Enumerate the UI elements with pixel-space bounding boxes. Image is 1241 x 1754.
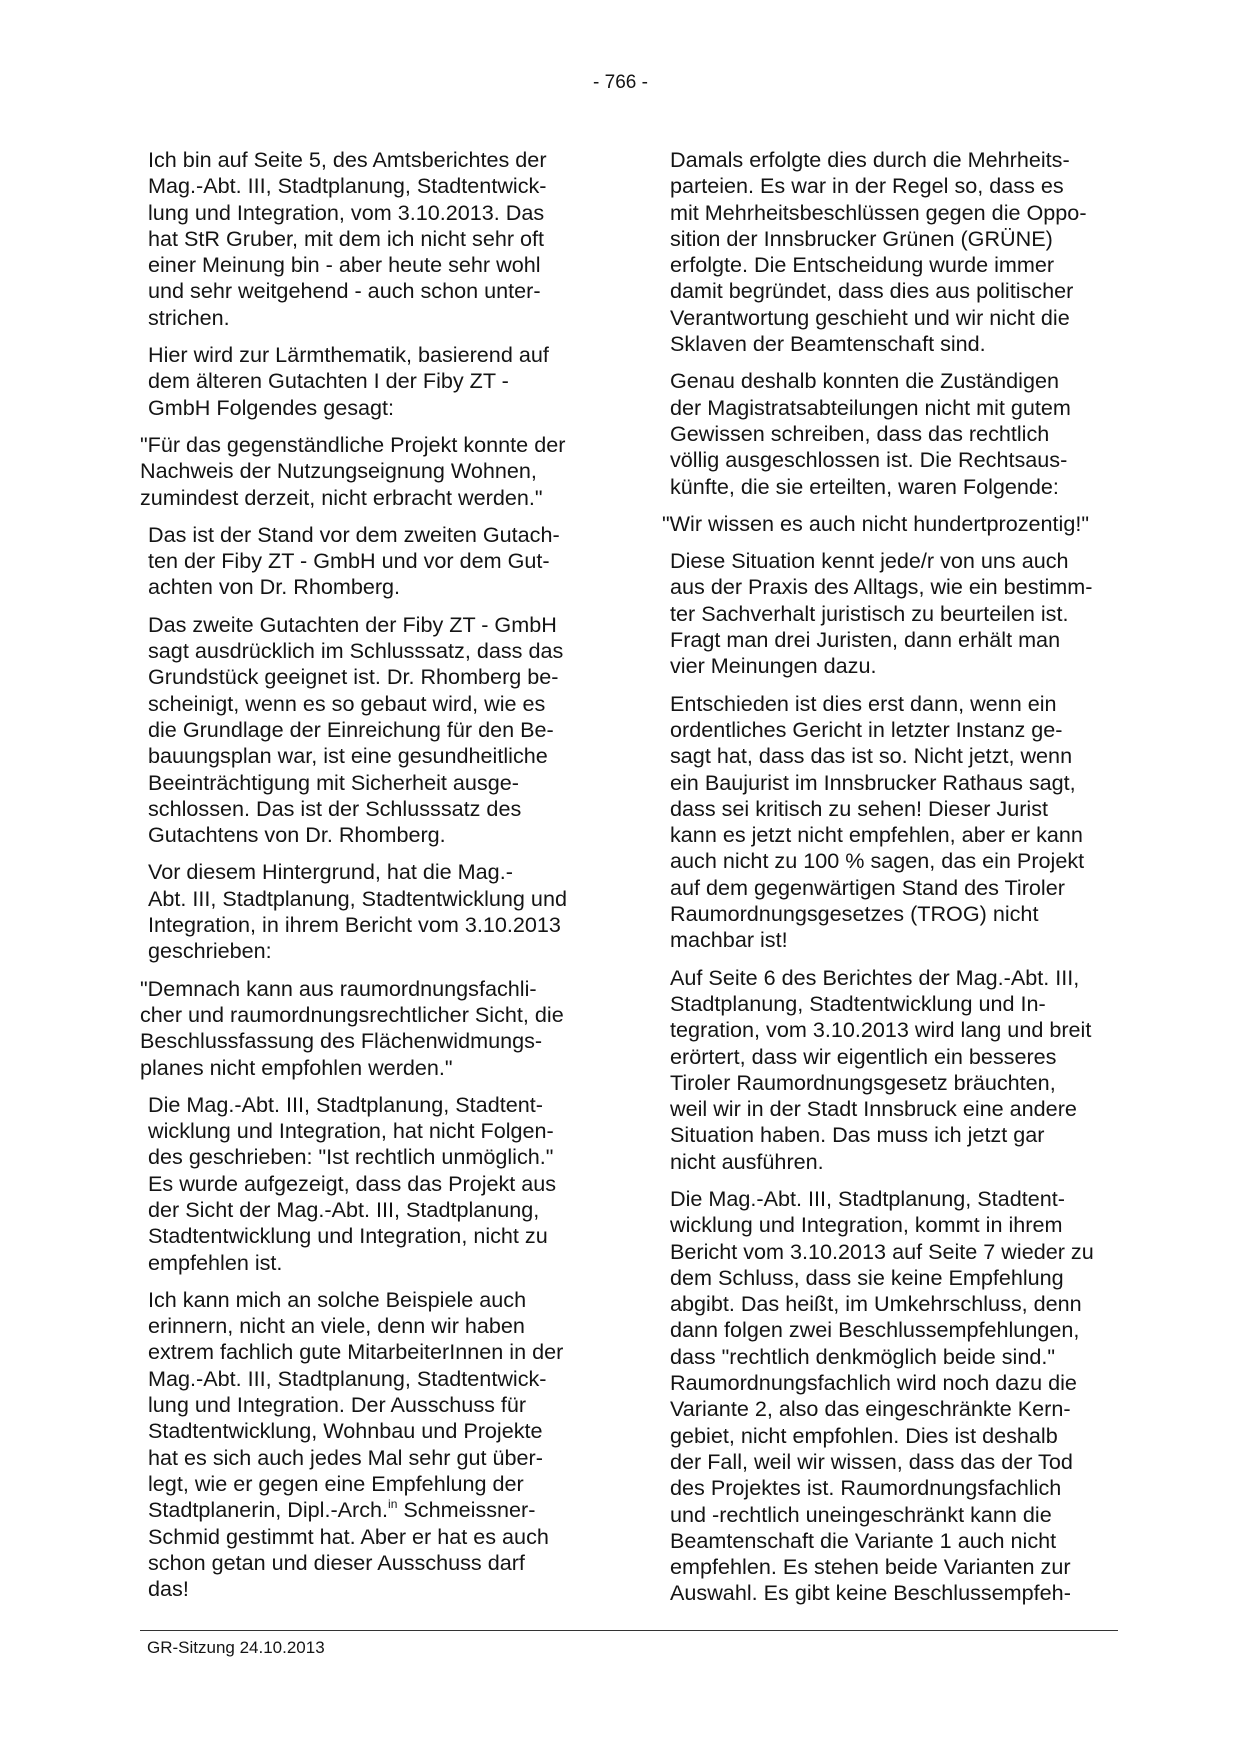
right-column bbox=[662, 147, 1132, 1618]
text-line: Auswahl. Es gibt keine Beschlussempfeh- bbox=[670, 1580, 1071, 1606]
text-line: Beeinträchtigung mit Sicherheit ausge- bbox=[148, 769, 519, 795]
text-line: Das ist der Stand vor dem zweiten Gutach- bbox=[148, 521, 560, 547]
text-line: vier Meinungen dazu. bbox=[670, 653, 877, 679]
text-line: des geschrieben: "Ist rechtlich unmöglich." bbox=[148, 1144, 554, 1170]
text-line: ten der Fiby ZT - GmbH und vor dem Gut- bbox=[148, 548, 550, 574]
text-line: cher und raumordnungsrechtlicher Sicht, die bbox=[140, 1001, 564, 1027]
left-column-paragraph bbox=[140, 147, 610, 331]
footer-session-date: GR-Sitzung 24.10.2013 bbox=[147, 1638, 325, 1657]
text-line: Die Mag.-Abt. III, Stadtplanung, Stadtent- bbox=[148, 1091, 543, 1117]
text-line: Die Mag.-Abt. III, Stadtplanung, Stadtent- bbox=[670, 1185, 1065, 1211]
text-line: Stadtentwicklung, Wohnbau und Projekte bbox=[148, 1418, 543, 1444]
text-line: schlossen. Das ist der Schlusssatz des bbox=[148, 795, 522, 821]
text-line: scheinigt, wenn es so gebaut wird, wie es bbox=[148, 690, 546, 716]
left-column bbox=[140, 147, 610, 1613]
text-line: das! bbox=[148, 1576, 189, 1602]
text-line: Raumordnungsgesetzes (TROG) nicht bbox=[670, 901, 1039, 927]
text-line: wicklung und Integration, hat nicht Folgen- bbox=[148, 1118, 554, 1144]
text-line: einer Meinung bin - aber heute sehr wohl bbox=[148, 252, 541, 278]
text-line: Hier wird zur Lärmthematik, basierend auf bbox=[148, 342, 549, 368]
text-line: Stadtentwicklung und Integration, nicht zu bbox=[148, 1223, 548, 1249]
text-line: hat es sich auch jedes Mal sehr gut über- bbox=[148, 1444, 543, 1470]
text-line: GmbH Folgendes gesagt: bbox=[148, 394, 395, 420]
text-line: bauungsplan war, ist eine gesundheitliche bbox=[148, 743, 548, 769]
text-line: kann es jetzt nicht empfehlen, aber er kann bbox=[670, 822, 1083, 848]
text-line: auch nicht zu 100 % sagen, das ein Projekt bbox=[670, 848, 1085, 874]
text-line: zumindest derzeit, nicht erbracht werden." bbox=[140, 484, 543, 510]
text-line: Diese Situation kennt jede/r von uns auch bbox=[670, 548, 1069, 574]
right-column-paragraph bbox=[662, 368, 1132, 499]
text-line: planes nicht empfohlen werden." bbox=[140, 1054, 453, 1080]
text-line: Integration, in ihrem Bericht vom 3.10.2013 bbox=[148, 912, 561, 938]
text-line: dass sei kritisch zu sehen! Dieser Jurist bbox=[670, 795, 1049, 821]
text-line: erörtert, dass wir eigentlich ein besseres bbox=[670, 1043, 1057, 1069]
text-line: Entschieden ist dies erst dann, wenn ein bbox=[670, 690, 1057, 716]
text-line: Abt. III, Stadtplanung, Stadtentwicklung und bbox=[148, 885, 567, 911]
text-line: der Fall, weil wir wissen, dass das der Tod bbox=[670, 1448, 1073, 1474]
text-line: geschrieben: bbox=[148, 938, 272, 964]
text-line: Stadtplanung, Stadtentwicklung und In- bbox=[670, 990, 1046, 1016]
text-line: erfolgte. Die Entscheidung wurde immer bbox=[670, 252, 1055, 278]
text-line: tegration, vom 3.10.2013 wird lang und breit bbox=[670, 1017, 1092, 1043]
text-line: nicht ausführen. bbox=[670, 1148, 824, 1174]
text-line: auf dem gegenwärtigen Stand des Tiroler bbox=[670, 874, 1065, 900]
text-line: und -rechtlich uneingeschränkt kann die bbox=[670, 1501, 1052, 1527]
left-column-quote bbox=[140, 976, 610, 1081]
text-line: hat StR Gruber, mit dem ich nicht sehr oft bbox=[148, 225, 545, 251]
text-line: "Demnach kann aus raumordnungsfachli- bbox=[140, 975, 537, 1001]
text-line: dann folgen zwei Beschlussempfehlungen, bbox=[670, 1317, 1080, 1343]
text-line: dass "rechtlich denkmöglich beide sind." bbox=[670, 1343, 1056, 1369]
text-line: Stadtplanerin, Dipl.-Arch.$^{in}$ Schmeissner- bbox=[148, 1497, 536, 1523]
text-line: dem älteren Gutachten I der Fiby ZT - bbox=[148, 368, 509, 394]
text-line: sagt hat, dass das ist so. Nicht jetzt, wenn bbox=[670, 743, 1073, 769]
text-line: Bericht vom 3.10.2013 auf Seite 7 wieder zu bbox=[670, 1238, 1094, 1264]
right-column-paragraph bbox=[662, 691, 1132, 954]
text-line: Situation haben. Das muss ich jetzt gar bbox=[670, 1122, 1045, 1148]
text-line: extrem fachlich gute MitarbeiterInnen in der bbox=[148, 1339, 564, 1365]
text-line: des Projektes ist. Raumordnungsfachlich bbox=[670, 1475, 1062, 1501]
text-line: "Für das gegenständliche Projekt konnte der bbox=[140, 431, 566, 457]
text-line: schon getan und dieser Ausschuss darf bbox=[148, 1549, 525, 1575]
left-column-paragraph bbox=[140, 612, 610, 849]
text-line: lung und Integration. Der Ausschuss für bbox=[148, 1392, 527, 1418]
text-line: und sehr weitgehend - auch schon unter- bbox=[148, 278, 541, 304]
text-line: Beschlussfassung des Flächenwidmungs- bbox=[140, 1028, 543, 1054]
left-column-paragraph bbox=[140, 342, 610, 421]
right-column-paragraph bbox=[662, 548, 1132, 679]
text-line: strichen. bbox=[148, 304, 230, 330]
text-line: der Magistratsabteilungen nicht mit gutem bbox=[670, 394, 1071, 420]
text-line: erinnern, nicht an viele, denn wir haben bbox=[148, 1313, 525, 1339]
text-line: Gewissen schreiben, dass das rechtlich bbox=[670, 420, 1050, 446]
text-line: aus der Praxis des Alltags, wie ein bestimm- bbox=[670, 574, 1093, 600]
text-line: "Wir wissen es auch nicht hundertprozentig!" bbox=[662, 510, 1090, 536]
text-line: völlig ausgeschlossen ist. Die Rechtsaus- bbox=[670, 447, 1068, 473]
text-line: wicklung und Integration, kommt in ihrem bbox=[670, 1212, 1063, 1238]
text-line: Grundstück geeignet ist. Dr. Rhomberg be- bbox=[148, 664, 559, 690]
text-line: weil wir in der Stadt Innsbruck eine andere bbox=[670, 1096, 1077, 1122]
text-line: Ich kann mich an solche Beispiele auch bbox=[148, 1286, 527, 1312]
left-column-paragraph bbox=[140, 1287, 610, 1603]
right-column-paragraph bbox=[662, 1186, 1132, 1607]
text-line: dem Schluss, dass sie keine Empfehlung bbox=[670, 1264, 1064, 1290]
left-column-paragraph bbox=[140, 522, 610, 601]
text-line: legt, wie er gegen eine Empfehlung der bbox=[148, 1470, 524, 1496]
text-line: achten von Dr. Rhomberg. bbox=[148, 574, 401, 600]
text-line: empfehlen ist. bbox=[148, 1249, 283, 1275]
text-line: Gutachtens von Dr. Rhomberg. bbox=[148, 822, 446, 848]
text-line: empfehlen. Es stehen beide Varianten zur bbox=[670, 1554, 1071, 1580]
text-line: Mag.-Abt. III, Stadtplanung, Stadtentwick- bbox=[148, 1365, 547, 1391]
text-line: abgibt. Das heißt, im Umkehrschluss, denn bbox=[670, 1291, 1082, 1317]
text-line: ter Sachverhalt juristisch zu beurteilen ist. bbox=[670, 600, 1069, 626]
text-line: sagt ausdrücklich im Schlusssatz, dass das bbox=[148, 638, 564, 664]
right-column-quote bbox=[662, 511, 1132, 537]
text-line: Genau deshalb konnten die Zuständigen bbox=[670, 368, 1059, 394]
right-column-paragraph bbox=[662, 147, 1132, 357]
text-line: parteien. Es war in der Regel so, dass es bbox=[670, 173, 1064, 199]
left-column-paragraph bbox=[140, 859, 610, 964]
text-line: Beamtenschaft die Variante 1 auch nicht bbox=[670, 1527, 1057, 1553]
text-line: damit begründet, dass dies aus politischer bbox=[670, 278, 1074, 304]
text-line: Verantwortung geschieht und wir nicht die bbox=[670, 304, 1070, 330]
text-line: Raumordnungsfachlich wird noch dazu die bbox=[670, 1370, 1077, 1396]
text-line: Tiroler Raumordnungsgesetz bräuchten, bbox=[670, 1069, 1056, 1095]
text-line: ordentliches Gericht in letzter Instanz ge- bbox=[670, 716, 1063, 742]
footer-divider bbox=[140, 1630, 1118, 1631]
superscript: in bbox=[388, 1497, 398, 1512]
left-column-quote bbox=[140, 432, 610, 511]
text-line: ein Baujurist im Innsbrucker Rathaus sagt, bbox=[670, 769, 1076, 795]
text-line: Damals erfolgte dies durch die Mehrheits- bbox=[670, 147, 1070, 172]
text-line: die Grundlage der Einreichung für den Be- bbox=[148, 716, 554, 742]
text-line: Es wurde aufgezeigt, dass das Projekt aus bbox=[148, 1170, 557, 1196]
text-line: Sklaven der Beamtenschaft sind. bbox=[670, 331, 986, 357]
right-column-paragraph bbox=[662, 965, 1132, 1175]
left-column-paragraph bbox=[140, 1092, 610, 1276]
text-line: Vor diesem Hintergrund, hat die Mag.- bbox=[148, 859, 513, 885]
text-line: Schmid gestimmt hat. Aber er hat es auch bbox=[148, 1523, 549, 1549]
text-line: mit Mehrheitsbeschlüssen gegen die Oppo- bbox=[670, 199, 1087, 225]
text-line: Das zweite Gutachten der Fiby ZT - GmbH bbox=[148, 611, 557, 637]
text-line: Fragt man drei Juristen, dann erhält man bbox=[670, 627, 1061, 653]
text-line: Auf Seite 6 des Berichtes der Mag.-Abt. III, bbox=[670, 964, 1080, 990]
text-line: sition der Innsbrucker Grünen (GRÜNE) bbox=[670, 225, 1053, 251]
text-line: Variante 2, also das eingeschränkte Kern- bbox=[670, 1396, 1071, 1422]
text-line: Ich bin auf Seite 5, des Amtsberichtes der bbox=[148, 147, 547, 172]
text-line: gebiet, nicht empfohlen. Dies ist deshalb bbox=[670, 1422, 1058, 1448]
text-line: Nachweis der Nutzungseignung Wohnen, bbox=[140, 458, 537, 484]
page-number: - 766 - bbox=[593, 72, 648, 93]
text-line: lung und Integration, vom 3.10.2013. Das bbox=[148, 199, 545, 225]
text-line: der Sicht der Mag.-Abt. III, Stadtplanung, bbox=[148, 1196, 540, 1222]
text-line: Mag.-Abt. III, Stadtplanung, Stadtentwick- bbox=[148, 173, 547, 199]
text-line: machbar ist! bbox=[670, 927, 788, 953]
text-line: künfte, die sie erteilten, waren Folgende: bbox=[670, 473, 1059, 499]
